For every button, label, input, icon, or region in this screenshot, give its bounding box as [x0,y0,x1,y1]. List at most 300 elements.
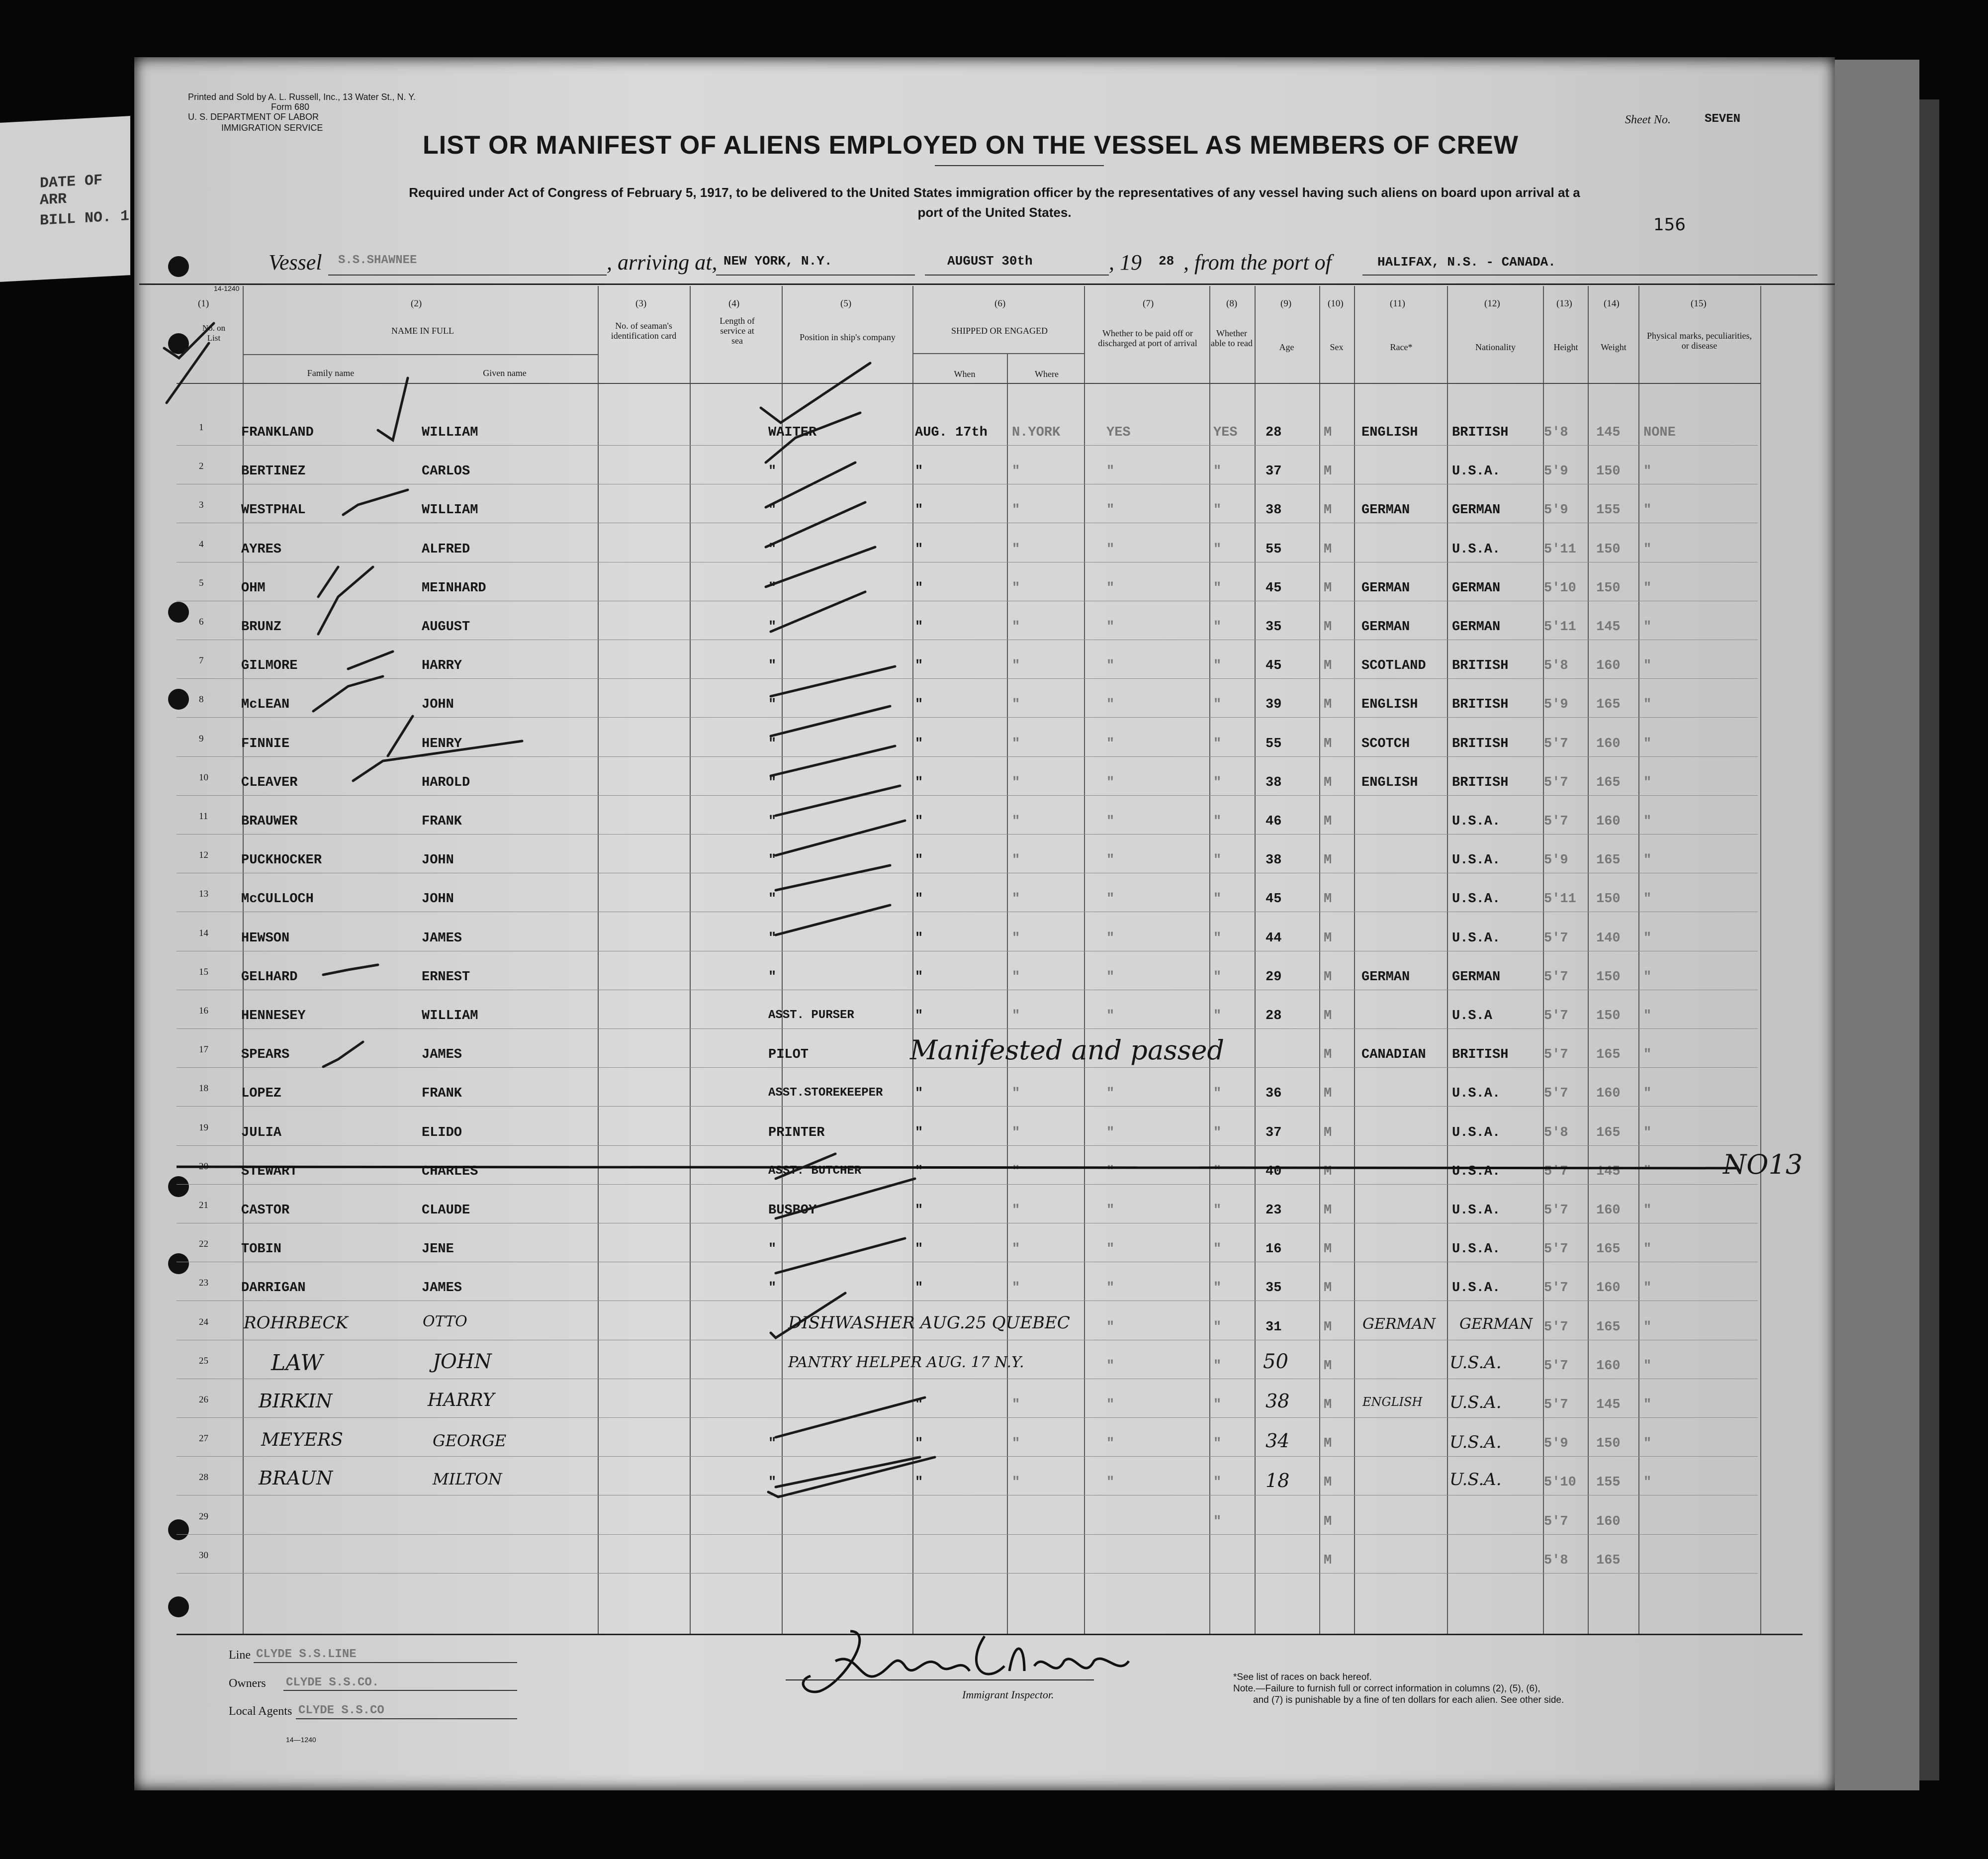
row-position: " [768,1475,777,1490]
row-nationality: BRITISH [1452,1047,1509,1063]
col12-header: Nationality [1475,342,1516,352]
row-race: GERMAN [1361,620,1410,635]
row-able-to-read: " [1213,658,1222,674]
row-sex: M [1324,814,1332,829]
row-nationality: BRITISH [1452,658,1509,674]
row-shipped-where: " [1012,930,1020,946]
row-given-name: FRANK [422,1086,462,1102]
row-position: PRINTER [768,1125,825,1140]
row-row-number: 25 [199,1355,208,1366]
row-nationality: U.S.A. [1452,930,1501,946]
from-label: , from the port of [1183,250,1332,275]
strike-check [766,502,865,547]
row-able-to-read: " [1213,1164,1222,1179]
row-height: 5'7 [1544,1319,1568,1335]
row-weight: 160 [1596,814,1621,829]
row-age: 55 [1265,736,1282,751]
row-nationality: U.S.A. [1452,853,1501,868]
strike-check [776,865,890,890]
hand-race-26: ENGLISH [1362,1395,1423,1409]
row-age: 35 [1265,620,1282,635]
row-shipped-when: " [915,1203,923,1218]
row-nationality: GERMAN [1452,580,1501,596]
row-physical-marks: " [1643,1125,1652,1140]
row-age: 16 [1265,1242,1282,1257]
hand-family-28: BRAUN [259,1467,333,1489]
row-weight: 145 [1596,620,1621,635]
row-family-name: DARRIGAN [241,1281,306,1296]
row-family-name: SPEARS [241,1047,290,1063]
row-shipped-when: " [915,658,923,674]
row-sex: M [1324,580,1332,596]
owners-rule [283,1690,517,1691]
row-physical-marks: " [1643,542,1652,557]
col10-number: (10) [1328,298,1344,309]
footer-note-3: and (7) is punishable by a fine of ten dollars for each alien. See other side. [1253,1695,1564,1705]
row-paid-off: " [1106,658,1115,674]
row-given-name: WILLIAM [422,503,478,518]
row-paid-off: " [1106,1009,1115,1023]
row-age: 45 [1265,580,1282,596]
check-mark [343,490,408,515]
row-sex: M [1324,1319,1332,1335]
row-shipped-when: " [915,892,923,907]
row-age: 28 [1265,425,1282,440]
row-physical-marks: " [1643,1242,1652,1257]
row-nationality: GERMAN [1452,969,1501,985]
row-nationality: U.S.A. [1452,814,1501,829]
row-shipped-when: " [915,620,923,635]
row-weight: 145 [1596,1397,1621,1412]
row-paid-off: " [1106,930,1115,946]
col11-header: Race* [1390,342,1413,352]
row-shipped-when: " [915,1397,923,1412]
row-race: GERMAN [1361,969,1410,985]
row-height: 5'8 [1544,1125,1568,1140]
row-height: 5'9 [1544,853,1568,868]
row-row-number: 18 [199,1083,208,1094]
row-height: 5'11 [1544,542,1576,557]
row-able-to-read: " [1213,1475,1222,1490]
row-row-number: 17 [199,1044,208,1055]
row-height: 5'9 [1544,697,1568,713]
row-shipped-where: " [1012,1203,1020,1218]
row-weight: 150 [1596,892,1621,907]
row-paid-off: YES [1106,425,1131,440]
row-age: 35 [1265,1281,1282,1296]
hand-family-27: MEYERS [261,1430,343,1450]
row-nationality: U.S.A. [1452,542,1501,557]
row-family-name: McLEAN [241,697,290,713]
vessel-name: S.S.SHAWNEE [338,254,417,267]
row-physical-marks: " [1643,503,1652,518]
col2-family-header: Family name [307,368,355,378]
row-row-number: 9 [199,733,204,744]
strike-check [761,363,870,423]
row-row-number: 6 [199,617,204,627]
row-physical-marks: " [1643,1009,1652,1023]
row-height: 5'7 [1544,969,1568,985]
row-height: 5'7 [1544,1514,1568,1529]
hand-nationality-26: U.S.A. [1449,1393,1502,1412]
check-mark [318,567,338,597]
row-given-name: JAMES [422,930,462,946]
row-shipped-where: " [1012,814,1020,829]
row-weight: 150 [1596,580,1621,596]
row-age: 23 [1265,1203,1282,1218]
col14-header: Weight [1601,342,1627,352]
col6-number: (6) [994,298,1006,309]
row-physical-marks: " [1643,775,1652,790]
row-sex: M [1324,697,1332,713]
col5-header: Position in ship's company [800,332,896,342]
col13-header: Height [1553,342,1578,352]
year-prefix: , 19 [1109,250,1142,275]
col15-header: Physical marks, peculiarities, or disease [1647,331,1752,351]
row-age: 37 [1265,464,1282,479]
row-able-to-read: " [1213,1397,1222,1412]
strike-check [776,1154,835,1179]
row-shipped-when: " [915,1475,923,1490]
col7-number: (7) [1143,298,1154,309]
row-given-name: JOHN [422,697,454,713]
row-paid-off: " [1106,892,1115,907]
row-given-name: JAMES [422,1281,462,1296]
row-paid-off: " [1106,775,1115,790]
strike-check [771,592,865,632]
row-height: 5'11 [1544,892,1576,907]
row-given-name: CARLOS [422,464,470,479]
row-given-name: ERNEST [422,969,470,985]
owners-label: Owners [229,1677,266,1690]
row-paid-off: " [1106,1397,1115,1412]
hand-age-28: 18 [1265,1470,1290,1491]
printer-credit: Printed and Sold by A. L. Russell, Inc., 13 Water St., N. Y. [188,92,416,102]
row-shipped-when: " [915,580,923,596]
row-row-number: 11 [199,811,208,822]
row-given-name: WILLIAM [422,1009,478,1023]
col9-header: Age [1279,342,1294,352]
arriving-label: , arriving at, [607,250,718,275]
row-sex: M [1324,1514,1332,1529]
row-nationality: BRITISH [1452,775,1509,790]
row-position: " [768,775,777,790]
row-nationality: U.S.A. [1452,1164,1501,1179]
row-weight: 165 [1596,1242,1621,1257]
arrival-port: NEW YORK, N.Y. [723,254,832,269]
row-shipped-where: " [1012,464,1020,479]
row-given-name: ELIDO [422,1125,462,1140]
hand-given-25: JOHN [433,1350,492,1373]
col15-number: (15) [1691,298,1707,309]
row-age: 37 [1265,1125,1282,1140]
row-weight: 145 [1596,425,1621,440]
row-nationality: U.S.A. [1452,1242,1501,1257]
row-physical-marks: " [1643,1281,1652,1296]
row-nationality: BRITISH [1452,425,1509,440]
col1-header: No. on List [202,323,226,343]
service: IMMIGRATION SERVICE [221,123,323,133]
check-mark [323,965,378,975]
row-weight: 165 [1596,697,1621,713]
check-mark [378,378,408,440]
row-shipped-where: " [1012,853,1020,868]
row-sex: M [1324,464,1332,479]
sheet-label: Sheet No. [1625,113,1671,126]
col2-header: NAME IN FULL [391,326,454,336]
row-able-to-read: " [1213,736,1222,751]
row-physical-marks: " [1643,697,1652,713]
row-age: 44 [1265,930,1282,946]
row-age: 45 [1265,892,1282,907]
strike-check [771,746,895,776]
form-number: Form 680 [271,102,310,112]
row-shipped-where: " [1012,1164,1020,1179]
row-able-to-read: YES [1213,425,1238,440]
row-nationality: BRITISH [1452,697,1509,713]
row-sex: M [1324,503,1332,518]
row-weight: 160 [1596,1203,1621,1218]
row-position: " [768,503,777,518]
row-given-name: FRANK [422,814,462,829]
row-row-number: 8 [199,694,204,705]
row-given-name: JAMES [422,1047,462,1063]
row-position: " [768,853,777,868]
row-row-number: 19 [199,1122,208,1133]
row-weight: 165 [1596,853,1621,868]
row-family-name: HENNESEY [241,1009,306,1023]
row-shipped-when: " [915,1086,923,1102]
row-shipped-when: " [915,930,923,946]
row-able-to-read: " [1213,697,1222,713]
row-position: ASST. PURSER [768,1009,854,1022]
strike-check [766,413,860,463]
row-able-to-read: " [1213,1009,1222,1023]
row-row-number: 4 [199,539,204,550]
footer-note-2: Note.—Failure to furnish full or correct information in columns (2), (5), (6), [1233,1683,1540,1694]
check-mark [348,651,393,669]
row-shipped-when: " [915,775,923,790]
row-row-number: 3 [199,500,204,511]
row-height: 5'9 [1544,464,1568,479]
row-age: 36 [1265,1086,1282,1102]
row-position: " [768,542,777,557]
subtitle-line-2: port of the United States. [917,205,1072,220]
row-able-to-read: " [1213,620,1222,635]
row-sex: M [1324,1475,1332,1490]
row-row-number: 28 [199,1472,208,1483]
row-physical-marks: " [1643,464,1652,479]
row-row-number: 20 [199,1161,208,1172]
row-physical-marks: " [1643,1436,1652,1452]
inspector-label: Immigrant Inspector. [962,1688,1054,1701]
scrap-line-2: BILL NO. 1 [40,208,130,230]
row-given-name: JENE [422,1242,454,1257]
row-shipped-when: " [915,814,923,829]
row-family-name: McCULLOCH [241,892,314,907]
col6-where-header: Where [1035,369,1059,379]
row-row-number: 23 [199,1278,208,1289]
row-height: 5'9 [1544,503,1568,518]
row-weight: 160 [1596,1281,1621,1296]
row-sex: M [1324,1164,1332,1179]
row-able-to-read: " [1213,580,1222,596]
col9-number: (9) [1280,298,1292,309]
row-able-to-read: " [1213,1242,1222,1257]
row-shipped-when: " [915,1436,923,1452]
strike-check [776,905,890,935]
row-row-number: 21 [199,1200,208,1210]
row-able-to-read: " [1213,814,1222,829]
row-physical-marks: " [1643,969,1652,985]
row-able-to-read: " [1213,1125,1222,1140]
row-shipped-when: " [915,697,923,713]
page-title: LIST OR MANIFEST OF ALIENS EMPLOYED ON THE VESSEL AS MEMBERS OF CREW [423,131,1519,160]
row-shipped-where: " [1012,736,1020,751]
row-row-number: 22 [199,1239,208,1250]
row-height: 5'7 [1544,1397,1568,1412]
row-shipped-when: " [915,969,923,985]
row-family-name: PUCKHOCKER [241,853,322,868]
row-physical-marks: " [1643,1086,1652,1102]
strike-check [766,463,855,507]
strike-check [766,547,875,587]
row-physical-marks: " [1643,1358,1652,1374]
row-weight: 150 [1596,1009,1621,1023]
sheet-number: SEVEN [1705,112,1741,126]
strike-check [768,1457,935,1497]
row-age: 46 [1265,814,1282,829]
row-height: 5'7 [1544,1242,1568,1257]
vessel-label: Vessel [269,250,322,275]
row-row-number: 24 [199,1316,208,1327]
row-position: " [768,1436,777,1452]
row-sex: M [1324,1358,1332,1374]
strike-check [771,666,895,696]
row-physical-marks: " [1643,853,1652,868]
row-sex: M [1324,1125,1332,1140]
row-given-name: HARRY [422,658,462,674]
row-shipped-when: " [915,1164,923,1179]
row-paid-off: " [1106,969,1115,985]
hand-nationality-25: U.S.A. [1449,1353,1502,1373]
row-height: 5'10 [1544,1475,1576,1490]
row-paid-off: " [1106,814,1115,829]
row-given-name: HENRY [422,736,462,751]
hand-nationality-24: GERMAN [1459,1315,1533,1333]
strike-check [776,1238,905,1273]
row-able-to-read: " [1213,969,1222,985]
row-physical-marks: " [1643,620,1652,635]
row-given-name: JOHN [422,853,454,868]
row-height: 5'7 [1544,736,1568,751]
agents-rule [296,1718,517,1719]
check-mark [323,1042,363,1067]
row-able-to-read: " [1213,1203,1222,1218]
row-weight: 155 [1596,1475,1621,1490]
row-able-to-read: " [1213,1358,1222,1374]
hand-race-24: GERMAN [1362,1315,1436,1333]
row-paid-off: " [1106,464,1115,479]
row-given-name: CLAUDE [422,1203,470,1218]
col10-header: Sex [1330,342,1344,352]
row-row-number: 7 [199,655,204,666]
col6-header: SHIPPED OR ENGAGED [951,326,1048,336]
row-shipped-when: " [915,542,923,557]
row-sex: M [1324,969,1332,985]
row-age: 40 [1265,1164,1282,1179]
row-height: 5'8 [1544,425,1568,440]
row-row-number: 2 [199,461,204,472]
row-able-to-read: " [1213,1086,1222,1102]
col1-number: (1) [198,298,209,309]
row-position: ASST. BUTCHER [768,1164,862,1178]
row-weight: 165 [1596,1319,1621,1335]
row-family-name: LOPEZ [241,1086,282,1102]
row-row-number: 29 [199,1511,208,1522]
row-given-name: HAROLD [422,775,470,790]
row-family-name: FRANKLAND [241,425,314,440]
row-physical-marks: " [1643,1164,1652,1179]
row-nationality: U.S.A. [1452,1086,1501,1102]
row-physical-marks: " [1643,1475,1652,1490]
row-sex: M [1324,1281,1332,1296]
arrival-year: 28 [1159,254,1175,269]
strike-check [771,1293,845,1338]
hand-position-24: DISHWASHER AUG.25 QUEBEC [788,1313,1070,1333]
col4-number: (4) [728,298,740,309]
row-paid-off: " [1106,620,1115,635]
hand-given-24: OTTO [423,1313,467,1330]
row-able-to-read: " [1213,1514,1222,1529]
row-paid-off: " [1106,1125,1115,1140]
row-shipped-when: " [915,736,923,751]
hand-age-26: 38 [1265,1390,1290,1412]
row-height: 5'8 [1544,1553,1568,1568]
owners-value: CLYDE S.S.CO. [286,1676,379,1689]
row-nationality: U.S.A. [1452,1203,1501,1218]
row-sex: M [1324,1553,1332,1568]
row-position: " [768,697,777,713]
row-weight: 150 [1596,542,1621,557]
agents-label: Local Agents [229,1705,292,1718]
row-row-number: 12 [199,850,208,861]
row-able-to-read: " [1213,930,1222,946]
strike-check [776,1397,925,1437]
row-sex: M [1324,1397,1332,1412]
row-row-number: 14 [199,928,208,938]
row-height: 5'10 [1544,580,1576,596]
row-weight: 160 [1596,658,1621,674]
row-age: 55 [1265,542,1282,557]
row-family-name: GELHARD [241,969,298,985]
row-shipped-when: AUG. 17th [915,425,988,440]
row-height: 5'7 [1544,1164,1568,1179]
row-position: " [768,658,777,674]
row-shipped-where: " [1012,1086,1020,1102]
row-height: 5'7 [1544,1086,1568,1102]
strike-check [776,821,905,855]
row-race: CANADIAN [1361,1047,1426,1063]
row-shipped-when: " [915,1009,923,1023]
hand-given-27: GEORGE [433,1431,507,1450]
row-given-name: CHARLES [422,1164,478,1179]
row-shipped-where: " [1012,503,1020,518]
row-row-number: 13 [199,889,208,900]
check-mark [353,741,522,781]
row-paid-off: " [1106,503,1115,518]
row-given-name: ALFRED [422,542,470,557]
